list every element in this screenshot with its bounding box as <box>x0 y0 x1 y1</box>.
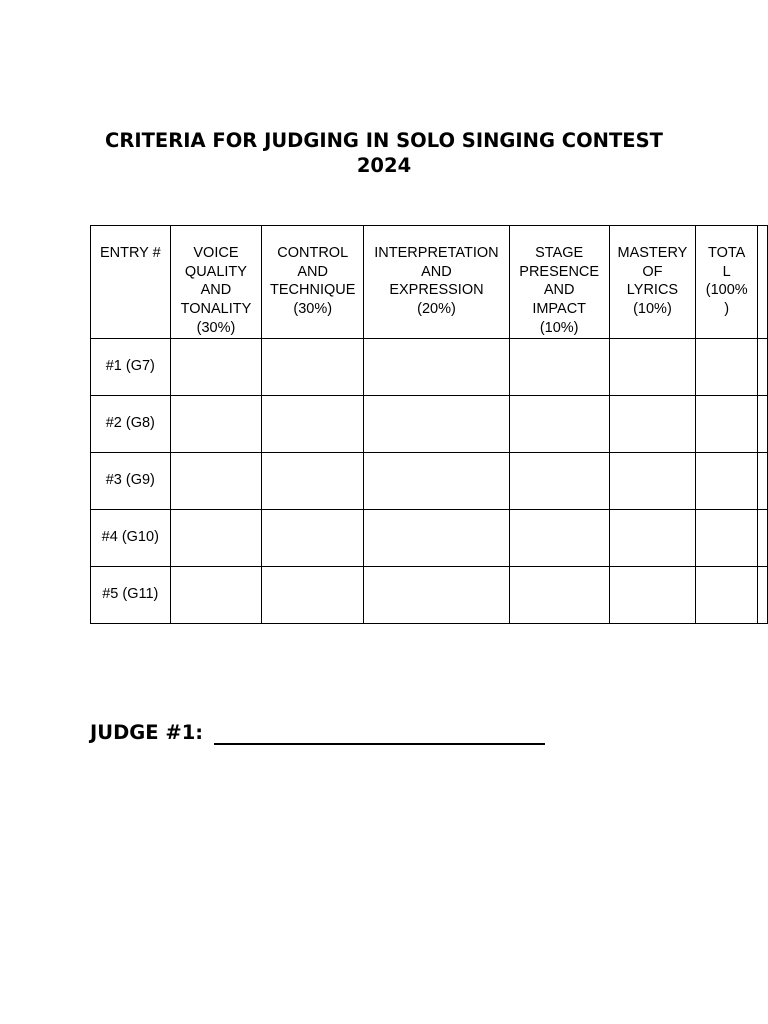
score-cell-interpretation[interactable] <box>364 566 510 623</box>
score-cell-interpretation[interactable] <box>364 452 510 509</box>
score-cell-total[interactable] <box>696 566 758 623</box>
score-cell-interpretation[interactable] <box>364 395 510 452</box>
header-stage-presence: STAGE PRESENCE AND IMPACT (10%) <box>509 226 609 339</box>
score-cell-extra <box>758 338 768 395</box>
score-cell-interpretation[interactable] <box>364 338 510 395</box>
score-cell-voice[interactable] <box>170 509 262 566</box>
score-cell-control[interactable] <box>262 452 364 509</box>
header-total: TOTA L (100% ) <box>696 226 758 339</box>
entry-cell: #4 (G10) <box>91 509 171 566</box>
score-cell-mastery[interactable] <box>609 338 696 395</box>
score-cell-mastery[interactable] <box>609 566 696 623</box>
score-cell-stage[interactable] <box>509 509 609 566</box>
table-header-row <box>91 226 768 339</box>
entry-cell: #1 (G7) <box>91 338 171 395</box>
score-cell-control[interactable] <box>262 509 364 566</box>
score-cell-voice[interactable] <box>170 338 262 395</box>
score-cell-total[interactable] <box>696 338 758 395</box>
title-line-1: CRITERIA FOR JUDGING IN SOLO SINGING CONTEST <box>105 129 663 152</box>
score-cell-total[interactable] <box>696 509 758 566</box>
title-line-2: 2024 <box>356 154 412 177</box>
score-cell-extra <box>758 566 768 623</box>
header-extra-column <box>758 226 768 339</box>
score-cell-total[interactable] <box>696 452 758 509</box>
score-cell-voice[interactable] <box>170 395 262 452</box>
entry-cell: #2 (G8) <box>91 395 171 452</box>
score-cell-control[interactable] <box>262 338 364 395</box>
header-mastery-lyrics: MASTERY OF LYRICS (10%) <box>609 226 696 339</box>
entry-cell: #5 (G11) <box>91 566 171 623</box>
score-cell-stage[interactable] <box>509 338 609 395</box>
score-cell-mastery[interactable] <box>609 395 696 452</box>
score-cell-voice[interactable] <box>170 452 262 509</box>
judge-signature-line[interactable] <box>214 743 545 745</box>
score-cell-extra <box>758 509 768 566</box>
score-cell-mastery[interactable] <box>609 509 696 566</box>
entry-cell: #3 (G9) <box>91 452 171 509</box>
table-row <box>91 452 768 509</box>
header-control-technique: CONTROL AND TECHNIQUE (30%) <box>262 226 364 339</box>
score-cell-interpretation[interactable] <box>364 509 510 566</box>
header-voice-quality: VOICE QUALITY AND TONALITY (30%) <box>170 226 262 339</box>
table-row <box>91 509 768 566</box>
table-row <box>91 566 768 623</box>
score-cell-mastery[interactable] <box>609 452 696 509</box>
score-cell-total[interactable] <box>696 395 758 452</box>
score-cell-stage[interactable] <box>509 395 609 452</box>
score-cell-stage[interactable] <box>509 452 609 509</box>
score-cell-control[interactable] <box>262 395 364 452</box>
table-row <box>91 338 768 395</box>
header-entry: ENTRY # <box>91 226 171 339</box>
judging-criteria-table <box>90 225 768 624</box>
document-title <box>90 128 678 178</box>
score-cell-control[interactable] <box>262 566 364 623</box>
score-cell-extra <box>758 452 768 509</box>
score-cell-extra <box>758 395 768 452</box>
score-cell-stage[interactable] <box>509 566 609 623</box>
table-row <box>91 395 768 452</box>
judge-label: JUDGE #1: <box>90 721 204 744</box>
header-interpretation-expression: INTERPRETATION AND EXPRESSION (20%) <box>364 226 510 339</box>
score-cell-voice[interactable] <box>170 566 262 623</box>
